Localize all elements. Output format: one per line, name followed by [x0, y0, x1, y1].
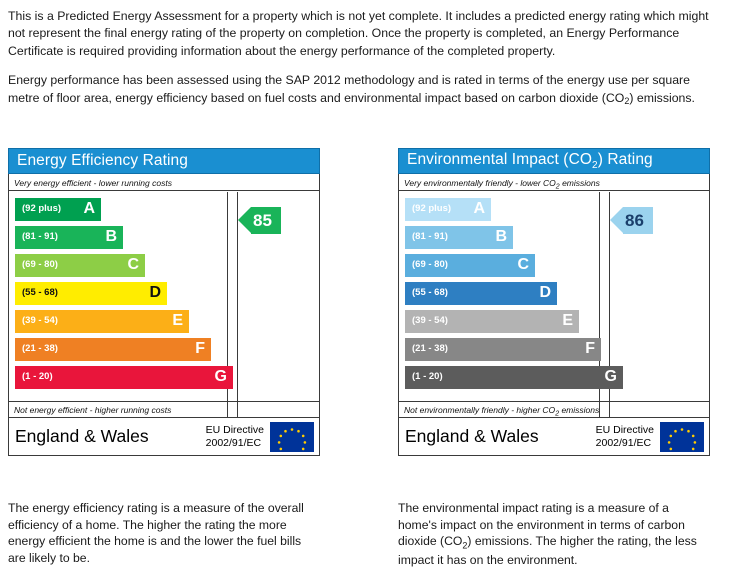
energy-efficiency-footer	[9, 417, 319, 455]
band-c	[405, 254, 535, 277]
band-range: (81 - 91)	[412, 231, 448, 243]
band-d	[15, 282, 167, 305]
footer-directive-line1: EU Directive	[595, 424, 654, 437]
band-e	[15, 310, 189, 333]
intro-paragraph-1: This is a Predicted Energy Assessment for a property which is not yet complete. It includes a predicted energy rating which might not represent the final energy rating of the property on completion. Once the property is completed, an Energy Performance Certificate is required providing information about the energy performance of the completed property.	[8, 9, 709, 58]
band-range: (92 plus)	[412, 203, 452, 215]
band-a	[15, 198, 101, 221]
energy-efficiency-score: 85	[251, 207, 281, 234]
intro-paragraph-2-part1: Energy performance has been assessed using the SAP 2012 methodology and is rated in terms of the energy use per square metre of floor area, energy efficiency based on fuel costs and environmental impact based on carbon dioxide (CO	[8, 73, 690, 105]
environmental-impact-score-arrow	[610, 207, 653, 234]
env-bottom-note-part2: emissions	[559, 405, 600, 415]
environmental-impact-caption	[398, 500, 710, 569]
band-d	[405, 282, 557, 305]
band-range: (69 - 80)	[22, 259, 58, 271]
co2-subscript: 2	[624, 95, 630, 106]
band-range: (69 - 80)	[412, 259, 448, 271]
environmental-impact-chart	[398, 148, 710, 456]
intro-text	[0, 0, 726, 107]
arrow-tip	[610, 207, 623, 233]
env-caption-subscript: 2	[462, 540, 468, 551]
footer-directive	[596, 424, 660, 448]
band-letter: C	[127, 256, 139, 273]
environmental-impact-bottom-note	[399, 401, 709, 417]
band-letter: C	[517, 256, 529, 273]
band-range: (21 - 38)	[412, 343, 448, 355]
environmental-impact-title	[407, 151, 653, 171]
band-letter: D	[149, 284, 161, 301]
env-bottom-note-part1: Not environmentally friendly - higher CO	[404, 405, 556, 415]
band-f	[405, 338, 601, 361]
intro-paragraph-2-part2: ) emissions.	[629, 90, 695, 105]
energy-efficiency-score-arrow	[238, 207, 281, 234]
band-letter: G	[214, 368, 227, 385]
environmental-impact-score-zone	[610, 178, 709, 384]
environmental-impact-score: 86	[623, 207, 653, 234]
band-f	[15, 338, 211, 361]
env-top-note-subscript: 2	[555, 183, 560, 191]
energy-efficiency-score-zone	[238, 178, 319, 384]
band-c	[15, 254, 145, 277]
band-range: (1 - 20)	[22, 371, 53, 383]
chart-captions	[8, 500, 732, 569]
band-range: (55 - 68)	[412, 287, 448, 299]
band-b	[405, 226, 513, 249]
environmental-impact-title-bar	[398, 148, 710, 174]
band-range: (55 - 68)	[22, 287, 58, 299]
energy-efficiency-title-bar	[8, 148, 320, 174]
band-range: (92 plus)	[22, 203, 62, 215]
eu-stars-icon	[660, 422, 704, 452]
env-title-part2: ) Rating	[597, 150, 653, 168]
footer-directive-line2: 2002/91/EC	[205, 436, 262, 449]
environmental-impact-footer	[399, 417, 709, 455]
band-a	[405, 198, 491, 221]
footer-directive	[206, 424, 270, 448]
arrow-tip	[238, 207, 251, 233]
eu-flag-icon	[270, 422, 314, 452]
band-range: (1 - 20)	[412, 371, 443, 383]
energy-efficiency-bottom-note: Not energy efficient - higher running costs	[9, 401, 319, 417]
band-letter: A	[83, 200, 95, 217]
band-range: (39 - 54)	[412, 315, 448, 327]
ratings-charts	[8, 148, 732, 456]
environmental-impact-body	[398, 174, 710, 456]
band-g	[405, 366, 623, 389]
band-letter: D	[539, 284, 551, 301]
env-caption-part1: The environmental impact rating is a measure of a home's impact on the environment in terms of carbon dioxide (CO	[398, 501, 685, 549]
band-letter: B	[495, 228, 507, 245]
env-caption-part2: ) emissions. The higher the rating, the less impact it has on the environment.	[398, 534, 697, 568]
footer-country: England & Wales	[405, 426, 539, 446]
energy-efficiency-body	[8, 174, 320, 456]
band-letter: E	[562, 312, 573, 329]
env-top-note-part1: Very environmentally friendly - lower CO	[404, 178, 556, 188]
energy-efficiency-title: Energy Efficiency Rating	[17, 152, 188, 169]
footer-country: England & Wales	[15, 426, 149, 446]
eu-flag-icon	[660, 422, 704, 452]
energy-efficiency-chart	[8, 148, 320, 456]
footer-directive-line1: EU Directive	[205, 424, 264, 437]
intro-paragraph-2	[8, 72, 716, 107]
env-title-subscript: 2	[592, 160, 598, 172]
energy-efficiency-caption: The energy efficiency rating is a measure of the overall efficiency of a home. The higher the rating the more energy efficient the home is and the lower the fuel bills are likely to be.	[8, 501, 304, 566]
footer-directive-line2: 2002/91/EC	[595, 436, 652, 449]
band-b	[15, 226, 123, 249]
band-range: (21 - 38)	[22, 343, 58, 355]
env-title-part1: Environmental Impact (CO	[407, 150, 593, 168]
band-letter: G	[604, 368, 617, 385]
band-letter: E	[172, 312, 183, 329]
energy-efficiency-top-note: Very energy efficient - lower running costs	[9, 174, 319, 191]
band-e	[405, 310, 579, 333]
band-letter: F	[585, 340, 595, 357]
band-range: (39 - 54)	[22, 315, 58, 327]
env-top-note-part2: emissions	[559, 178, 600, 188]
band-g	[15, 366, 233, 389]
band-letter: A	[473, 200, 485, 217]
band-range: (81 - 91)	[22, 231, 58, 243]
band-letter: B	[105, 228, 117, 245]
band-letter: F	[195, 340, 205, 357]
env-bottom-note-subscript: 2	[555, 410, 560, 418]
eu-stars-icon	[270, 422, 314, 452]
